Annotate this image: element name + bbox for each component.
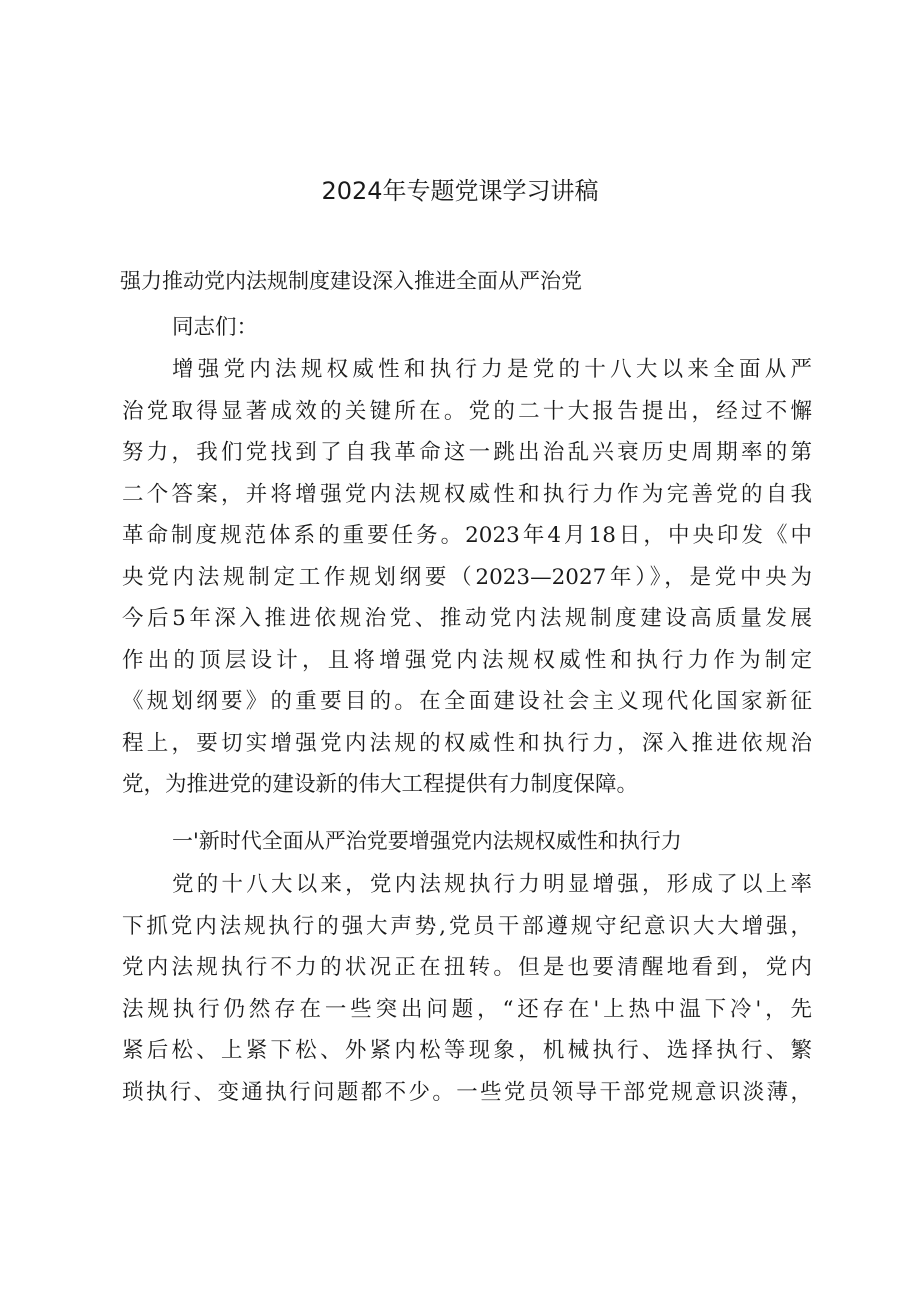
section-heading-1: 一'新时代全面从严治党要增强党内法规权威性和执行力 bbox=[172, 829, 682, 853]
paragraph-line: 紧后松、上紧下松、外紧内松等现象，机械执行、选择执行、繁 bbox=[122, 1038, 812, 1063]
paragraph-line: 努力，我们党找到了自我革命这一跳出治乱兴衰历史周期率的第 bbox=[122, 440, 812, 465]
paragraph-line: 下抓党内法规执行的强大声势,党员干部遵规守纪意识大大增强， bbox=[122, 913, 812, 939]
greeting: 同志们： bbox=[172, 315, 259, 340]
paragraph-line: 党，为推进党的建设新的伟大工程提供有力制度保障。 bbox=[122, 772, 639, 797]
paragraph-line: 法规执行仍然存在一些突出问题，“还存在'上热中温下冷'，先 bbox=[122, 996, 812, 1022]
paragraph-line: 今后5年深入推进依规治党、推动党内法规制度建设高质量发展 bbox=[122, 606, 812, 631]
paragraph-1 bbox=[122, 349, 812, 806]
paragraph-line: 二个答案，并将增强党内法规权威性和执行力作为完善党的自我 bbox=[122, 481, 812, 507]
paragraph-2 bbox=[122, 864, 812, 1113]
paragraph-line: 琐执行、变通执行问题都不少。一些党员领导干部党规意识淡薄， bbox=[122, 1079, 812, 1105]
document-title: 2024年专题党课学习讲稿 bbox=[321, 177, 599, 205]
paragraph-line: 增强党内法规权威性和执行力是党的十八大以来全面从严 bbox=[172, 357, 812, 382]
paragraph-line: 程上，要切实增强党内法规的权威性和执行力，深入推进依规治 bbox=[122, 730, 812, 756]
paragraph-line: 革命制度规范体系的重要任务。2023年4月18日，中央印发《中 bbox=[122, 523, 812, 548]
paragraph-line: 《规划纲要》的重要目的。在全面建设社会主义现代化国家新征 bbox=[122, 689, 812, 714]
paragraph-line: 党内法规执行不力的状况正在扭转。但是也要清醒地看到，党内 bbox=[122, 955, 812, 980]
paragraph-line: 治党取得显著成效的关键所在。党的二十大报告提出，经过不懈 bbox=[122, 398, 812, 424]
paragraph-line: 央党内法规制定工作规划纲要（2023—2027年）》，是党中央为 bbox=[122, 564, 812, 590]
paragraph-line: 党的十八大以来，党内法规执行力明显增强，形成了以上率 bbox=[172, 872, 812, 897]
document-subtitle: 强力推动党内法规制度建设深入推进全面从严治党 bbox=[120, 269, 582, 293]
paragraph-line: 作出的顶层设计，且将增强党内法规权威性和执行力作为制定 bbox=[122, 647, 812, 673]
